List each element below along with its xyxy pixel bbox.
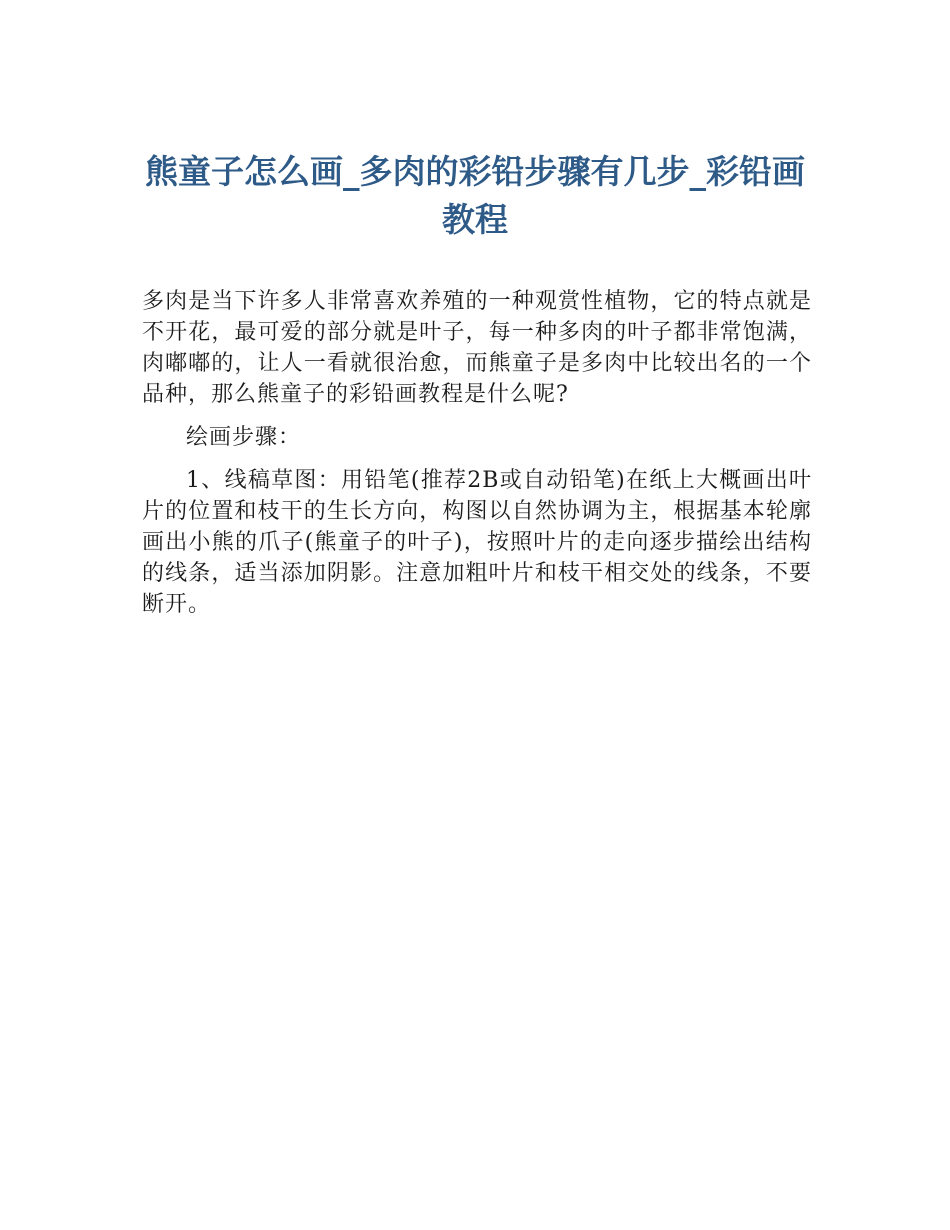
intro-paragraph: 多肉是当下许多人非常喜欢养殖的一种观赏性植物，它的特点就是不开花，最可爱的部分就是叶子，每一种多肉的叶子都非常饱满，肉嘟嘟的，让人一看就很治愈，而熊童子是多肉中比较出名的一个品种，那么熊童子的彩铅画教程是什么呢? [142, 289, 812, 407]
steps-heading: 绘画步骤： [186, 425, 302, 450]
step-1-paragraph: 1、线稿草图：用铅笔(推荐2B或自动铅笔)在纸上大概画出叶片的位置和枝干的生长方向，构图以自然协调为主，根据基本轮廓画出小熊的爪子(熊童子的叶子)，按照叶片的走向逐步描绘出结构的线条，适当添加阴影。注意加粗叶片和枝干相交处的线条，不要断开。 [142, 468, 812, 617]
document-body [142, 286, 812, 632]
document-title: 熊童子怎么画_多肉的彩铅步骤有几步_彩铅画教程 [145, 152, 805, 239]
